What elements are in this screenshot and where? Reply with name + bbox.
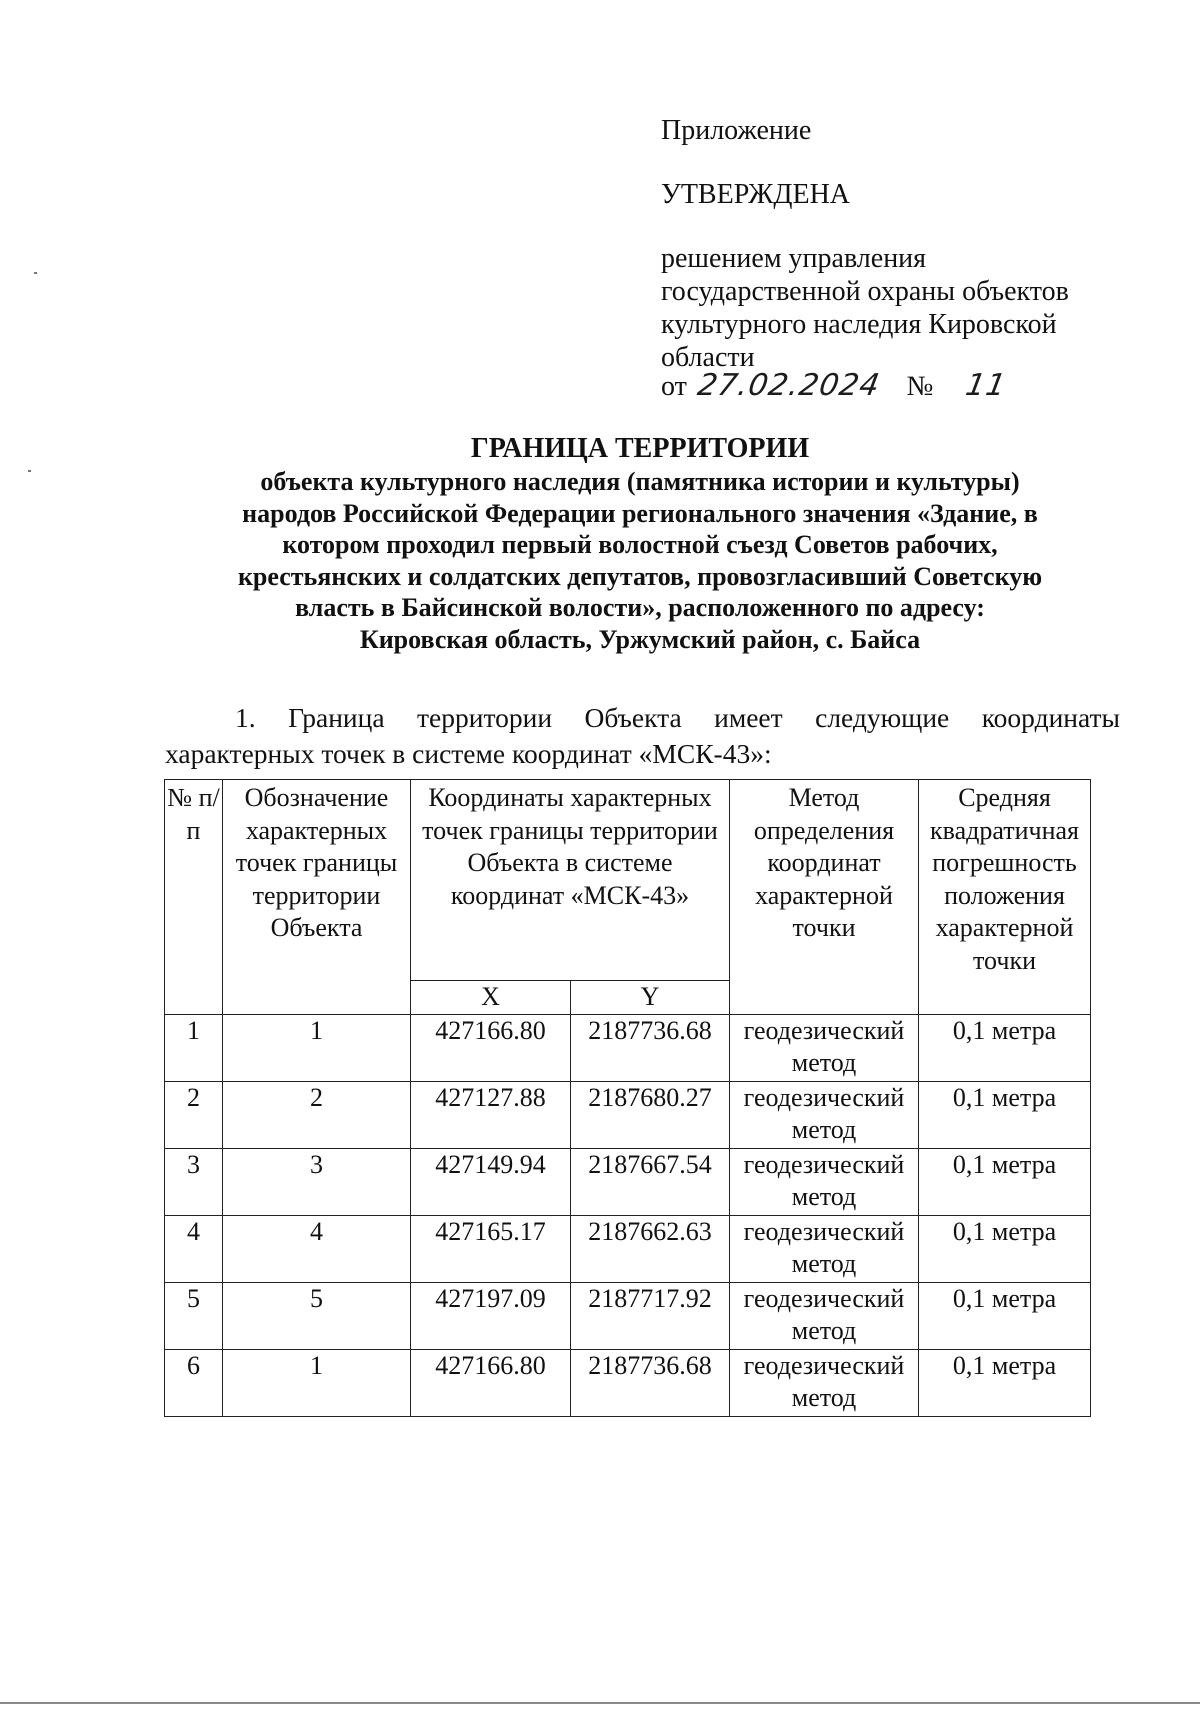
subtitle-line: народов Российской Федерации регионального значения «Здание, в	[242, 498, 1038, 528]
header-y: Y	[571, 981, 730, 1015]
table-header-row	[165, 780, 1091, 981]
cell-num: 2	[165, 1081, 223, 1148]
cell-point: 2	[223, 1081, 411, 1148]
cell-num: 4	[165, 1215, 223, 1282]
header-method: Метод определения координат характерной точки	[730, 780, 919, 1015]
paragraph-line-2: характерных точек в системе координат «МСК-43»:	[165, 738, 772, 769]
paragraph-line-1: 1. Граница территории Объекта имеет следующие координаты	[235, 702, 1120, 733]
cell-num: 3	[165, 1148, 223, 1215]
cell-num: 1	[165, 1014, 223, 1081]
cell-error: 0,1 метра	[919, 1215, 1091, 1282]
document-title: ГРАНИЦА ТЕРРИТОРИИ	[470, 433, 810, 464]
header-coordinates: Координаты характерных точек границы территории Объекта в системе координат «МСК-43»	[411, 780, 730, 981]
subtitle-line: объекта культурного наследия (памятника истории и культуры)	[260, 467, 1020, 496]
subtitle-line: власть в Байсинской волости», расположенного по адресу:	[295, 593, 985, 622]
subtitle-line: котором проходил первый волостной съезд Советов рабочих,	[282, 530, 998, 559]
cell-error: 0,1 метра	[919, 1148, 1091, 1215]
subtitle-line: Кировская область, Уржумский район, с. Байса	[359, 624, 921, 654]
cell-y: 2187667.54	[571, 1148, 730, 1215]
handwritten-number: 11	[963, 368, 1010, 403]
approval-authority: решением управления государственной охраны объектов культурного наследия Кировской области	[661, 243, 1069, 373]
cell-error: 0,1 метра	[919, 1349, 1091, 1416]
cell-method: геодезический метод	[730, 1148, 919, 1215]
number-sign: №	[906, 371, 934, 402]
header-x: X	[411, 981, 571, 1015]
cell-point: 3	[223, 1148, 411, 1215]
cell-method: геодезический метод	[730, 1215, 919, 1282]
cell-error: 0,1 метра	[919, 1282, 1091, 1349]
cell-y: 2187736.68	[571, 1014, 730, 1081]
date-prefix: от	[661, 371, 687, 402]
scan-edge-line	[0, 1702, 1200, 1704]
coordinates-table	[164, 779, 1091, 1417]
cell-x: 427127.88	[411, 1081, 571, 1148]
table-row	[165, 1081, 1091, 1148]
cell-point: 4	[223, 1215, 411, 1282]
table-row	[165, 1014, 1091, 1081]
table-row	[165, 1215, 1091, 1282]
cell-method: геодезический метод	[730, 1349, 919, 1416]
cell-y: 2187717.92	[571, 1282, 730, 1349]
cell-x: 427165.17	[411, 1215, 571, 1282]
header-designation: Обозначение характерных точек границы территории Объекта	[223, 780, 411, 1015]
approval-date-line	[661, 368, 1010, 403]
appendix-label: Приложение	[661, 115, 812, 146]
cell-x: 427166.80	[411, 1014, 571, 1081]
cell-y: 2187736.68	[571, 1349, 730, 1416]
intro-paragraph	[165, 700, 1120, 772]
cell-method: геодезический метод	[730, 1282, 919, 1349]
table-row	[165, 1349, 1091, 1416]
scan-speck	[28, 470, 31, 472]
table-row	[165, 1148, 1091, 1215]
scan-speck	[34, 272, 37, 274]
cell-error: 0,1 метра	[919, 1014, 1091, 1081]
cell-point: 5	[223, 1282, 411, 1349]
cell-num: 5	[165, 1282, 223, 1349]
cell-num: 6	[165, 1349, 223, 1416]
cell-point: 1	[223, 1349, 411, 1416]
document-heading	[165, 432, 1115, 655]
cell-y: 2187662.63	[571, 1215, 730, 1282]
cell-x: 427197.09	[411, 1282, 571, 1349]
cell-x: 427149.94	[411, 1148, 571, 1215]
cell-x: 427166.80	[411, 1349, 571, 1416]
header-error: Средняя квадратичная погрешность положения характерной точки	[919, 780, 1091, 1015]
cell-method: геодезический метод	[730, 1014, 919, 1081]
cell-point: 1	[223, 1014, 411, 1081]
approved-label: УТВЕРЖДЕНА	[661, 179, 851, 210]
cell-y: 2187680.27	[571, 1081, 730, 1148]
header-num: № п/п	[165, 780, 223, 1015]
cell-error: 0,1 метра	[919, 1081, 1091, 1148]
subtitle-line: крестьянских и солдатских депутатов, провозгласивший Советскую	[237, 561, 1043, 591]
handwritten-date: 27.02.2024	[694, 368, 883, 403]
cell-method: геодезический метод	[730, 1081, 919, 1148]
table-row	[165, 1282, 1091, 1349]
